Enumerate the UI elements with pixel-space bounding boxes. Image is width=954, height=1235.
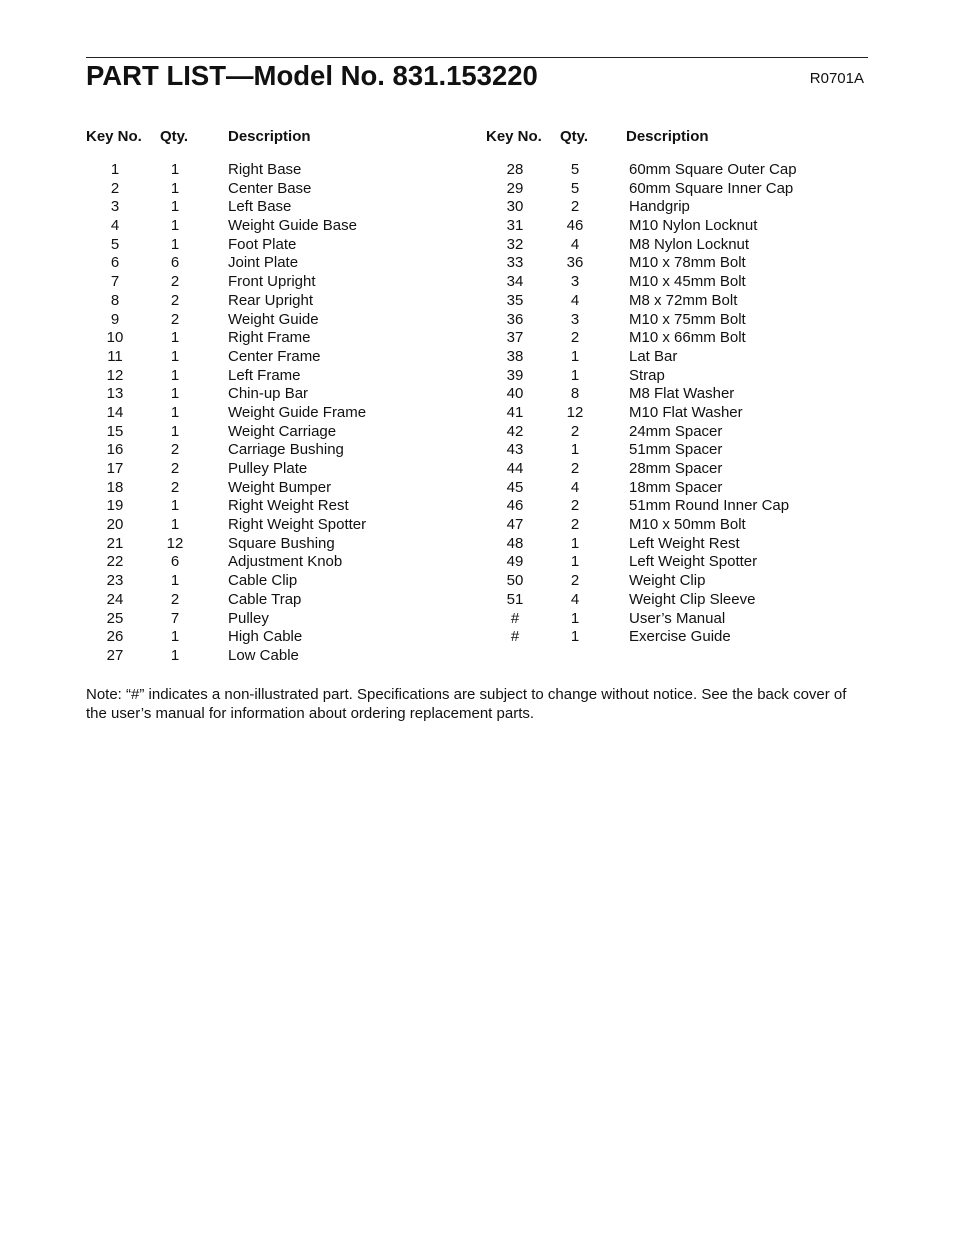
part-description: 51mm Round Inner Cap [629,497,790,515]
part-qty: 1 [170,198,180,216]
part-description: M10 x 78mm Bolt [629,254,746,272]
part-qty: 1 [170,497,180,515]
part-key-no: 46 [506,497,524,515]
part-description: Left Frame [228,366,301,384]
part-row [486,423,868,442]
part-key-no: 3 [110,198,120,216]
part-row [486,292,868,311]
part-row [86,497,466,516]
part-description: M10 x 75mm Bolt [629,310,746,328]
part-row [86,479,466,498]
part-qty: 1 [170,646,180,664]
part-row [86,292,466,311]
part-qty: 4 [570,478,580,496]
part-row [86,385,466,404]
column-header [86,126,466,148]
part-key-no: 48 [506,534,524,552]
part-description: M10 Nylon Locknut [629,217,758,235]
part-description: Exercise Guide [629,628,731,646]
part-row [486,535,868,554]
part-key-no: 33 [506,254,524,272]
part-description: M8 Nylon Locknut [629,235,750,253]
part-qty: 2 [570,460,580,477]
part-qty: 2 [570,497,580,515]
footnote: Note: “#” indicates a non-illustrated part. Specifications are subject to change without notice. See the back cover of the user’s manual for information about ordering replacement parts. [86,686,847,722]
part-description: Front Upright [228,273,316,291]
part-key-no: 21 [106,534,124,552]
part-qty: 1 [170,516,180,534]
part-description: Right Base [228,161,302,178]
part-description: User’s Manual [629,609,726,627]
part-key-no: 45 [506,478,524,496]
key-no-header: Key No. [86,128,142,145]
part-description: Foot Plate [228,235,297,253]
part-row [86,535,466,554]
part-row [86,572,466,591]
part-description: Right Weight Spotter [228,516,367,534]
part-qty: 1 [170,385,180,403]
part-description: Low Cable [228,646,299,664]
part-qty: 1 [570,553,580,571]
qty-header: Qty. [160,128,189,145]
part-key-no: 44 [506,460,524,477]
part-description: Weight Carriage [228,422,337,440]
part-key-no: 1 [110,161,120,178]
part-description: Adjustment Knob [228,553,343,571]
part-description: Cable Trap [228,590,302,608]
description-header: Description [228,128,311,145]
part-description: Center Base [228,179,312,197]
part-key-no: 40 [506,385,524,403]
part-key-no: 43 [506,441,524,459]
part-description: 28mm Spacer [629,460,723,477]
part-key-no: 20 [106,516,124,534]
parts-list-right [486,126,868,647]
part-qty: 6 [170,553,180,571]
key-no-header: Key No. [486,128,542,145]
part-description: Left Base [228,198,292,216]
part-description: 24mm Spacer [629,422,723,440]
part-description: Strap [629,366,665,384]
part-description: Carriage Bushing [228,441,344,459]
part-key-no: 49 [506,553,524,571]
part-row [86,273,466,292]
part-row [86,254,466,273]
part-description: Weight Guide [228,310,319,328]
part-row [486,254,868,273]
part-key-no: 36 [506,310,524,328]
part-qty: 2 [570,329,580,347]
part-qty: 1 [570,534,580,552]
part-row [486,591,868,610]
part-description: 60mm Square Outer Cap [629,161,797,178]
part-key-no: 2 [110,179,120,197]
part-key-no: 17 [106,460,124,477]
part-key-no: 12 [106,366,124,384]
part-key-no: 4 [110,217,120,235]
part-qty: 2 [570,422,580,440]
part-row [86,367,466,386]
part-row [86,628,466,647]
part-row [486,236,868,255]
part-row [486,385,868,404]
part-key-no: 9 [110,310,120,328]
part-qty: 2 [570,516,580,534]
part-row [486,610,868,629]
part-description: Weight Clip Sleeve [629,590,756,608]
part-key-no: 32 [506,235,524,253]
part-row [486,497,868,516]
part-description: Center Frame [228,347,321,365]
part-description: M8 x 72mm Bolt [629,291,738,309]
part-row [86,311,466,330]
page-title: PART LIST—Model No. 831.153220 [86,60,538,91]
parts-rows-right [486,161,868,647]
part-qty: 2 [570,572,580,590]
part-key-no: 23 [106,572,124,590]
part-key-no: 50 [506,572,524,590]
part-description: M10 x 50mm Bolt [629,516,746,534]
part-key-no: 28 [506,161,524,178]
part-qty: 2 [170,291,180,309]
part-key-no: # [510,609,520,627]
part-qty: 1 [570,366,580,384]
part-key-no: 18 [106,478,124,496]
part-qty: 12 [166,534,184,552]
part-row [86,329,466,348]
part-row [486,161,868,180]
part-row [486,572,868,591]
part-key-no: 51 [506,590,524,608]
part-row [486,367,868,386]
part-key-no: 25 [106,609,124,627]
part-key-no: 6 [110,254,120,272]
part-description: Chin-up Bar [228,385,309,403]
part-qty: 1 [170,366,180,384]
part-description: Weight Clip [629,572,706,590]
part-description: Left Weight Rest [629,534,740,552]
part-qty: 4 [570,291,580,309]
part-key-no: 8 [110,291,120,309]
part-row [486,198,868,217]
part-row [486,553,868,572]
part-description: 60mm Square Inner Cap [629,179,794,197]
part-row [86,348,466,367]
part-row [86,236,466,255]
part-row [86,180,466,199]
part-row [86,647,466,666]
part-key-no: 30 [506,198,524,216]
part-row [486,329,868,348]
part-qty: 1 [570,347,580,365]
part-key-no: 15 [106,422,124,440]
part-row [86,404,466,423]
part-key-no: 42 [506,422,524,440]
part-description: High Cable [228,628,303,646]
part-description: Right Frame [228,329,311,347]
part-qty: 7 [170,609,180,627]
part-row [486,479,868,498]
part-description: Left Weight Spotter [629,553,758,571]
part-key-no: 10 [106,329,124,347]
part-qty: 3 [570,310,580,328]
part-row [86,610,466,629]
top-rule [86,57,868,58]
part-qty: 1 [570,628,580,646]
part-key-no: 19 [106,497,124,515]
part-qty: 1 [170,161,180,178]
part-key-no: 27 [106,646,124,664]
part-qty: 1 [170,329,180,347]
part-qty: 5 [570,161,580,178]
part-qty: 1 [170,628,180,646]
part-key-no: 16 [106,441,124,459]
part-row [86,217,466,236]
part-description: Lat Bar [629,347,678,365]
part-qty: 36 [566,254,584,272]
part-key-no: 5 [110,235,120,253]
part-qty: 2 [170,478,180,496]
part-key-no: 38 [506,347,524,365]
part-row [486,404,868,423]
part-qty: 8 [570,385,580,403]
part-description: Square Bushing [228,534,335,552]
part-row [486,460,868,479]
part-row [86,423,466,442]
part-qty: 1 [170,422,180,440]
part-row [86,460,466,479]
part-qty: 2 [570,198,580,216]
part-qty: 1 [570,609,580,627]
part-description: M8 Flat Washer [629,385,735,403]
part-key-no: 24 [106,590,124,608]
part-description: Pulley [228,609,269,627]
part-qty: 6 [170,254,180,272]
part-qty: 2 [170,460,180,477]
part-description: M10 x 66mm Bolt [629,329,746,347]
part-key-no: 7 [110,273,120,291]
part-qty: 1 [170,572,180,590]
parts-list-left [86,126,466,666]
part-qty: 1 [170,403,180,421]
part-row [86,441,466,460]
part-qty: 46 [566,217,584,235]
qty-header: Qty. [560,128,589,145]
part-key-no: 47 [506,516,524,534]
part-description: Handgrip [629,198,690,216]
part-row [86,161,466,180]
part-description: Rear Upright [228,291,314,309]
part-row [486,516,868,535]
part-qty: 2 [170,441,180,459]
part-description: M10 x 45mm Bolt [629,273,746,291]
part-qty: 3 [570,273,580,291]
part-key-no: 34 [506,273,524,291]
part-description: Cable Clip [228,572,298,590]
part-description: Joint Plate [228,254,299,272]
document-code: R0701A [809,70,864,87]
part-row [486,348,868,367]
part-row [486,441,868,460]
part-description: 51mm Spacer [629,441,723,459]
part-key-no: 13 [106,385,124,403]
part-description: Weight Guide Base [228,217,357,235]
part-qty: 1 [170,179,180,197]
part-qty: 12 [566,403,584,421]
part-key-no: 14 [106,403,124,421]
part-row [86,591,466,610]
part-row [486,628,868,647]
part-key-no: 29 [506,179,524,197]
part-description: Pulley Plate [228,460,308,477]
part-description: M10 Flat Washer [629,403,743,421]
part-qty: 1 [570,441,580,459]
part-row [486,217,868,236]
part-qty: 2 [170,590,180,608]
part-row [86,516,466,535]
part-key-no: 22 [106,553,124,571]
part-qty: 4 [570,590,580,608]
part-row [86,553,466,572]
parts-rows-left [86,161,466,666]
part-qty: 2 [170,310,180,328]
part-row [86,198,466,217]
part-description: Weight Bumper [228,478,332,496]
part-key-no: 41 [506,403,524,421]
part-key-no: 26 [106,628,124,646]
description-header: Description [626,128,709,145]
part-key-no: # [510,628,520,646]
part-qty: 1 [170,235,180,253]
part-row [486,180,868,199]
part-qty: 1 [170,347,180,365]
part-key-no: 35 [506,291,524,309]
part-description: Weight Guide Frame [228,403,367,421]
part-key-no: 37 [506,329,524,347]
part-qty: 5 [570,179,580,197]
part-description: Right Weight Rest [228,497,349,515]
part-qty: 4 [570,235,580,253]
part-row [486,273,868,292]
part-key-no: 11 [107,347,123,365]
part-description: 18mm Spacer [629,478,723,496]
column-header [486,126,868,148]
part-qty: 2 [170,273,180,291]
part-key-no: 39 [506,366,524,384]
part-key-no: 31 [506,217,524,235]
part-row [486,311,868,330]
part-qty: 1 [170,217,180,235]
